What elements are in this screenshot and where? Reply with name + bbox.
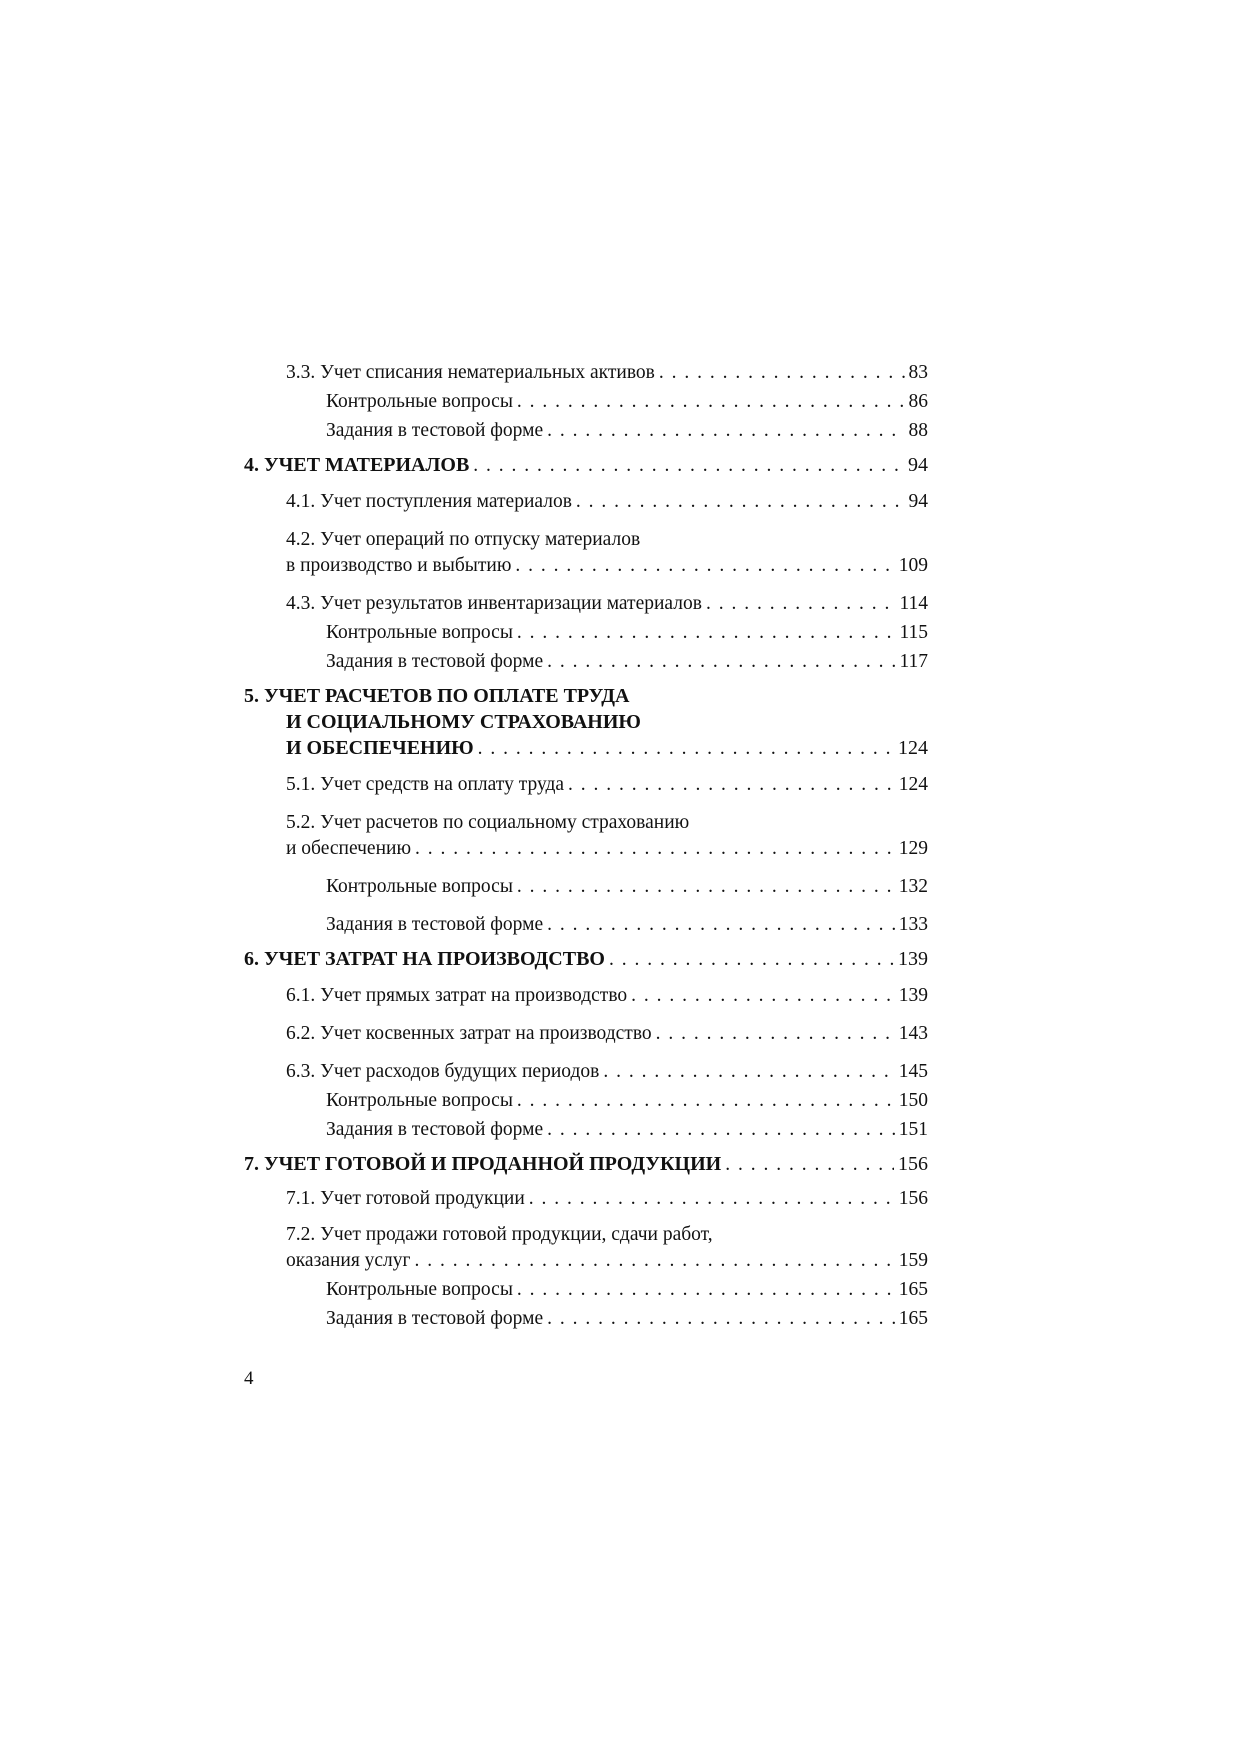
toc-page-number: 159	[898, 1250, 928, 1271]
toc-entry	[244, 1277, 928, 1303]
dot-leader	[659, 360, 905, 386]
dot-leader	[547, 418, 904, 444]
toc-entry-title: 4. УЧЕТ МАТЕРИАЛОВ	[244, 454, 470, 476]
toc-page-number: 124	[898, 774, 928, 795]
toc-entry	[244, 1222, 928, 1274]
dot-leader	[473, 453, 904, 479]
toc-entry	[244, 946, 928, 973]
toc-page-number: 83	[908, 362, 928, 383]
toc-page-number: 143	[898, 1023, 928, 1044]
dot-leader	[547, 1306, 895, 1332]
toc-entry-title: Контрольные вопросы	[326, 1279, 513, 1300]
toc-entry-title-line: 7.2. Учет продажи готовой продукции, сдачи работ,	[286, 1224, 713, 1245]
dot-leader	[529, 1186, 895, 1212]
dot-leader	[517, 389, 905, 415]
toc-entry-title: и обеспечению	[286, 838, 412, 859]
toc-entry-title: 6.1. Учет прямых затрат на производство	[286, 985, 628, 1006]
toc-entry-title: Задания в тестовой форме	[326, 1119, 544, 1140]
dot-leader	[547, 649, 895, 675]
dot-leader	[547, 912, 895, 938]
toc-entry	[244, 772, 928, 798]
toc-entry	[244, 912, 928, 938]
toc-entry-title: Задания в тестовой форме	[326, 1308, 544, 1329]
toc-page-number: 139	[898, 948, 928, 970]
toc-page-number: 94	[908, 454, 928, 476]
toc-entry-title-line: И СОЦИАЛЬНОМУ СТРАХОВАНИЮ	[286, 711, 641, 733]
dot-leader	[547, 1117, 895, 1143]
toc-entry	[244, 1059, 928, 1085]
toc-entry-title: 4.1. Учет поступления материалов	[286, 491, 572, 512]
toc-entry	[244, 1186, 928, 1212]
toc-entry-title: И ОБЕСПЕЧЕНИЮ	[286, 737, 474, 759]
toc-page-number: 133	[898, 914, 928, 935]
toc-entry	[244, 389, 928, 415]
dot-leader	[415, 836, 895, 862]
dot-leader	[609, 947, 894, 973]
toc-page-number: 145	[898, 1061, 928, 1082]
toc-entry	[244, 1306, 928, 1332]
toc-entry	[244, 418, 928, 444]
toc-entry-title: 6.2. Учет косвенных затрат на производство	[286, 1023, 652, 1044]
toc-page-number: 109	[898, 555, 928, 576]
toc-entry-title: Контрольные вопросы	[326, 876, 513, 897]
toc-page-number: 88	[908, 420, 928, 441]
toc-entry	[244, 1117, 928, 1143]
toc-entry-title: в производство и выбытию	[286, 555, 512, 576]
toc-entry-title-line: 5.2. Учет расчетов по социальному страхованию	[286, 812, 690, 833]
dot-leader	[631, 983, 895, 1009]
toc-page-number: 156	[898, 1153, 928, 1175]
toc-page-number: 165	[898, 1308, 928, 1329]
toc-entry-title: 7.1. Учет готовой продукции	[286, 1188, 525, 1209]
dot-leader	[478, 736, 894, 762]
toc-page-number: 117	[899, 651, 928, 672]
toc-entry	[244, 360, 928, 386]
toc-page-number: 86	[908, 391, 928, 412]
toc-entry-title: оказания услуг	[286, 1250, 411, 1271]
toc-entry	[244, 527, 928, 579]
toc-page-number: 139	[898, 985, 928, 1006]
toc-page-number: 165	[898, 1279, 928, 1300]
toc-entry	[244, 683, 928, 762]
toc-entry	[244, 810, 928, 862]
toc-page-number: 150	[898, 1090, 928, 1111]
toc-page-number: 132	[898, 876, 928, 897]
toc-entry-title: 7. УЧЕТ ГОТОВОЙ И ПРОДАННОЙ ПРОДУКЦИИ	[244, 1153, 722, 1175]
toc-page-number: 115	[899, 622, 928, 643]
dot-leader	[517, 1088, 895, 1114]
toc-entry	[244, 591, 928, 617]
toc-entry	[244, 649, 928, 675]
toc-entry	[244, 1021, 928, 1047]
table-of-contents	[244, 360, 928, 1332]
dot-leader	[415, 1248, 895, 1274]
dot-leader	[568, 772, 895, 798]
toc-entry-title-line: 5. УЧЕТ РАСЧЕТОВ ПО ОПЛАТЕ ТРУДА	[244, 685, 630, 707]
toc-entry-title: Контрольные вопросы	[326, 391, 513, 412]
toc-entry	[244, 620, 928, 646]
dot-leader	[517, 1277, 895, 1303]
toc-page-number: 151	[898, 1119, 928, 1140]
toc-page-number: 124	[898, 737, 928, 759]
toc-page-number: 114	[899, 593, 928, 614]
page-number: 4	[244, 1368, 254, 1389]
toc-entry	[244, 452, 928, 479]
toc-entry-title: Контрольные вопросы	[326, 1090, 513, 1111]
toc-entry-title: Задания в тестовой форме	[326, 420, 544, 441]
toc-page-number: 94	[908, 491, 928, 512]
dot-leader	[603, 1059, 894, 1085]
dot-leader	[725, 1152, 894, 1178]
toc-entry-title: 3.3. Учет списания нематериальных активов	[286, 362, 655, 383]
toc-page-number: 156	[898, 1188, 928, 1209]
toc-entry-title: 4.3. Учет результатов инвентаризации материалов	[286, 593, 702, 614]
toc-entry-title: 5.1. Учет средств на оплату труда	[286, 774, 565, 795]
toc-entry	[244, 1151, 928, 1178]
dot-leader	[656, 1021, 895, 1047]
toc-entry-title-line: 4.2. Учет операций по отпуску материалов	[286, 529, 641, 550]
toc-entry-title: Задания в тестовой форме	[326, 651, 544, 672]
toc-entry	[244, 874, 928, 900]
toc-entry-title: 6.3. Учет расходов будущих периодов	[286, 1061, 600, 1082]
toc-entry	[244, 489, 928, 515]
toc-entry	[244, 1088, 928, 1114]
dot-leader	[576, 489, 905, 515]
dot-leader	[517, 874, 895, 900]
dot-leader	[706, 591, 896, 617]
toc-entry-title: Задания в тестовой форме	[326, 914, 544, 935]
dot-leader	[517, 620, 896, 646]
dot-leader	[515, 553, 894, 579]
toc-entry-title: 6. УЧЕТ ЗАТРАТ НА ПРОИЗВОДСТВО	[244, 948, 605, 970]
toc-page-number: 129	[898, 838, 928, 859]
toc-entry	[244, 983, 928, 1009]
toc-entry-title: Контрольные вопросы	[326, 622, 513, 643]
